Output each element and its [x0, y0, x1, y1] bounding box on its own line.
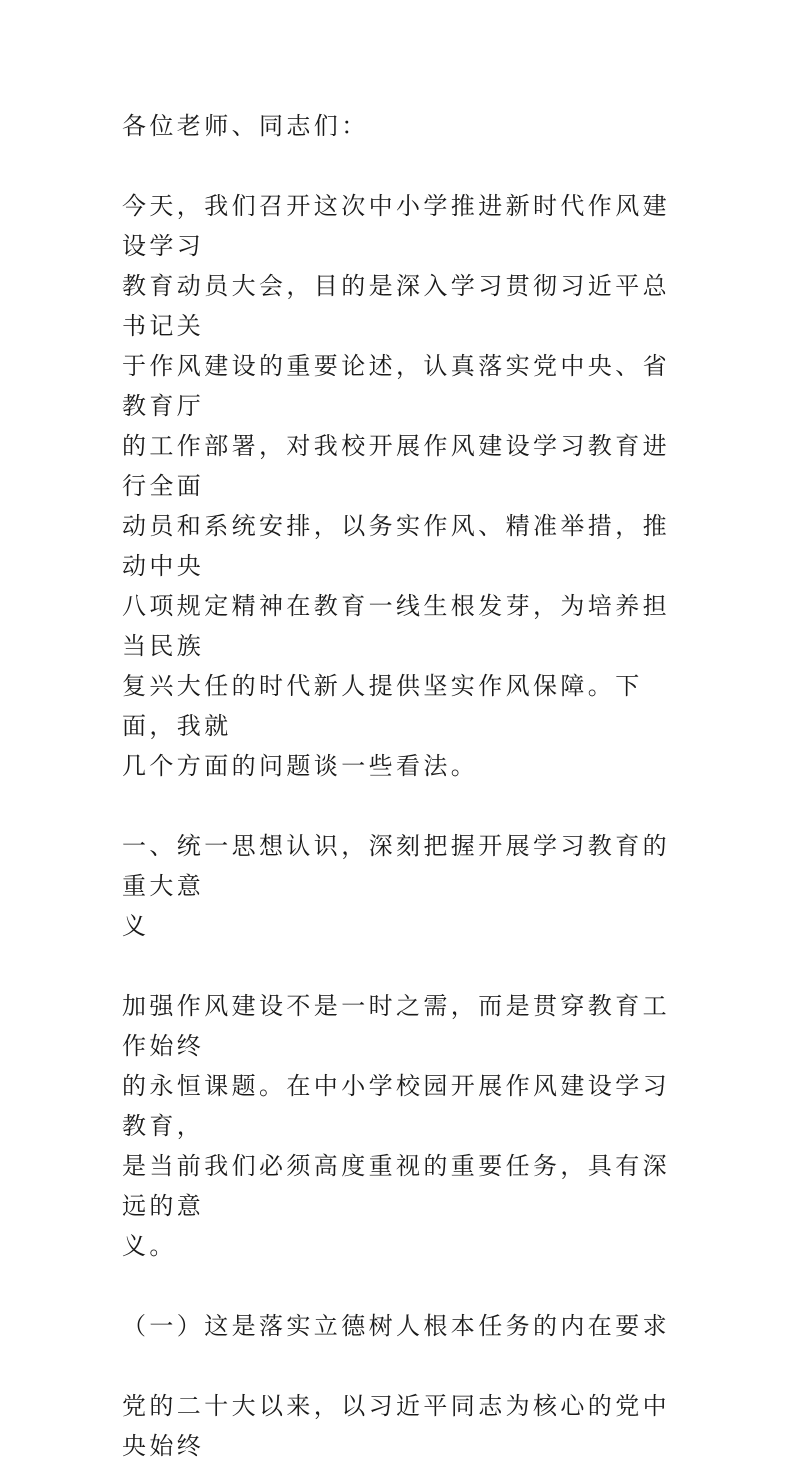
paragraph-gap: [122, 1266, 682, 1306]
paragraph-intro: [122, 186, 682, 786]
document-page: [122, 106, 682, 1466]
text-line: 的工作部署，对我校开展作风建设学习教育进行全面: [122, 432, 670, 500]
subsection-heading-1: [122, 1306, 682, 1346]
text-line: 党的二十大以来，以习近平同志为核心的党中央始终: [122, 1392, 670, 1460]
text-line: 八项规定精神在教育一线生根发芽，为培养担当民族: [122, 592, 670, 660]
paragraph-gap: [122, 1346, 682, 1386]
text-line: 的永恒课题。在中小学校园开展作风建设学习教育，: [122, 1072, 670, 1140]
paragraph-party-congress: [122, 1386, 682, 1466]
text-line: 今天，我们召开这次中小学推进新时代作风建设学习: [122, 192, 670, 260]
heading-line: 义: [122, 912, 150, 940]
text-line: 义。: [122, 1232, 177, 1260]
paragraph-gap: [122, 786, 682, 826]
text-line: 加强作风建设不是一时之需，而是贯穿教育工作始终: [122, 992, 670, 1060]
text-line: 几个方面的问题谈一些看法。: [122, 752, 479, 780]
text-line: 于作风建设的重要论述，认真落实党中央、省教育厅: [122, 352, 670, 420]
heading-line: （一）这是落实立德树人根本任务的内在要求: [122, 1312, 670, 1340]
section-heading-1: [122, 826, 682, 946]
text-line: 动员和系统安排，以务实作风、精准举措，推动中央: [122, 512, 670, 580]
text-line: 教育动员大会，目的是深入学习贯彻习近平总书记关: [122, 272, 670, 340]
paragraph-gap: [122, 146, 682, 186]
text-line: 是当前我们必须高度重视的重要任务，具有深远的意: [122, 1152, 670, 1220]
heading-line: 一、统一思想认识，深刻把握开展学习教育的重大意: [122, 832, 670, 900]
paragraph-significance: [122, 986, 682, 1266]
text-line: 复兴大任的时代新人提供坚实作风保障。下面，我就: [122, 672, 643, 740]
paragraph-gap: [122, 946, 682, 986]
salutation: 各位老师、同志们：: [122, 112, 369, 140]
